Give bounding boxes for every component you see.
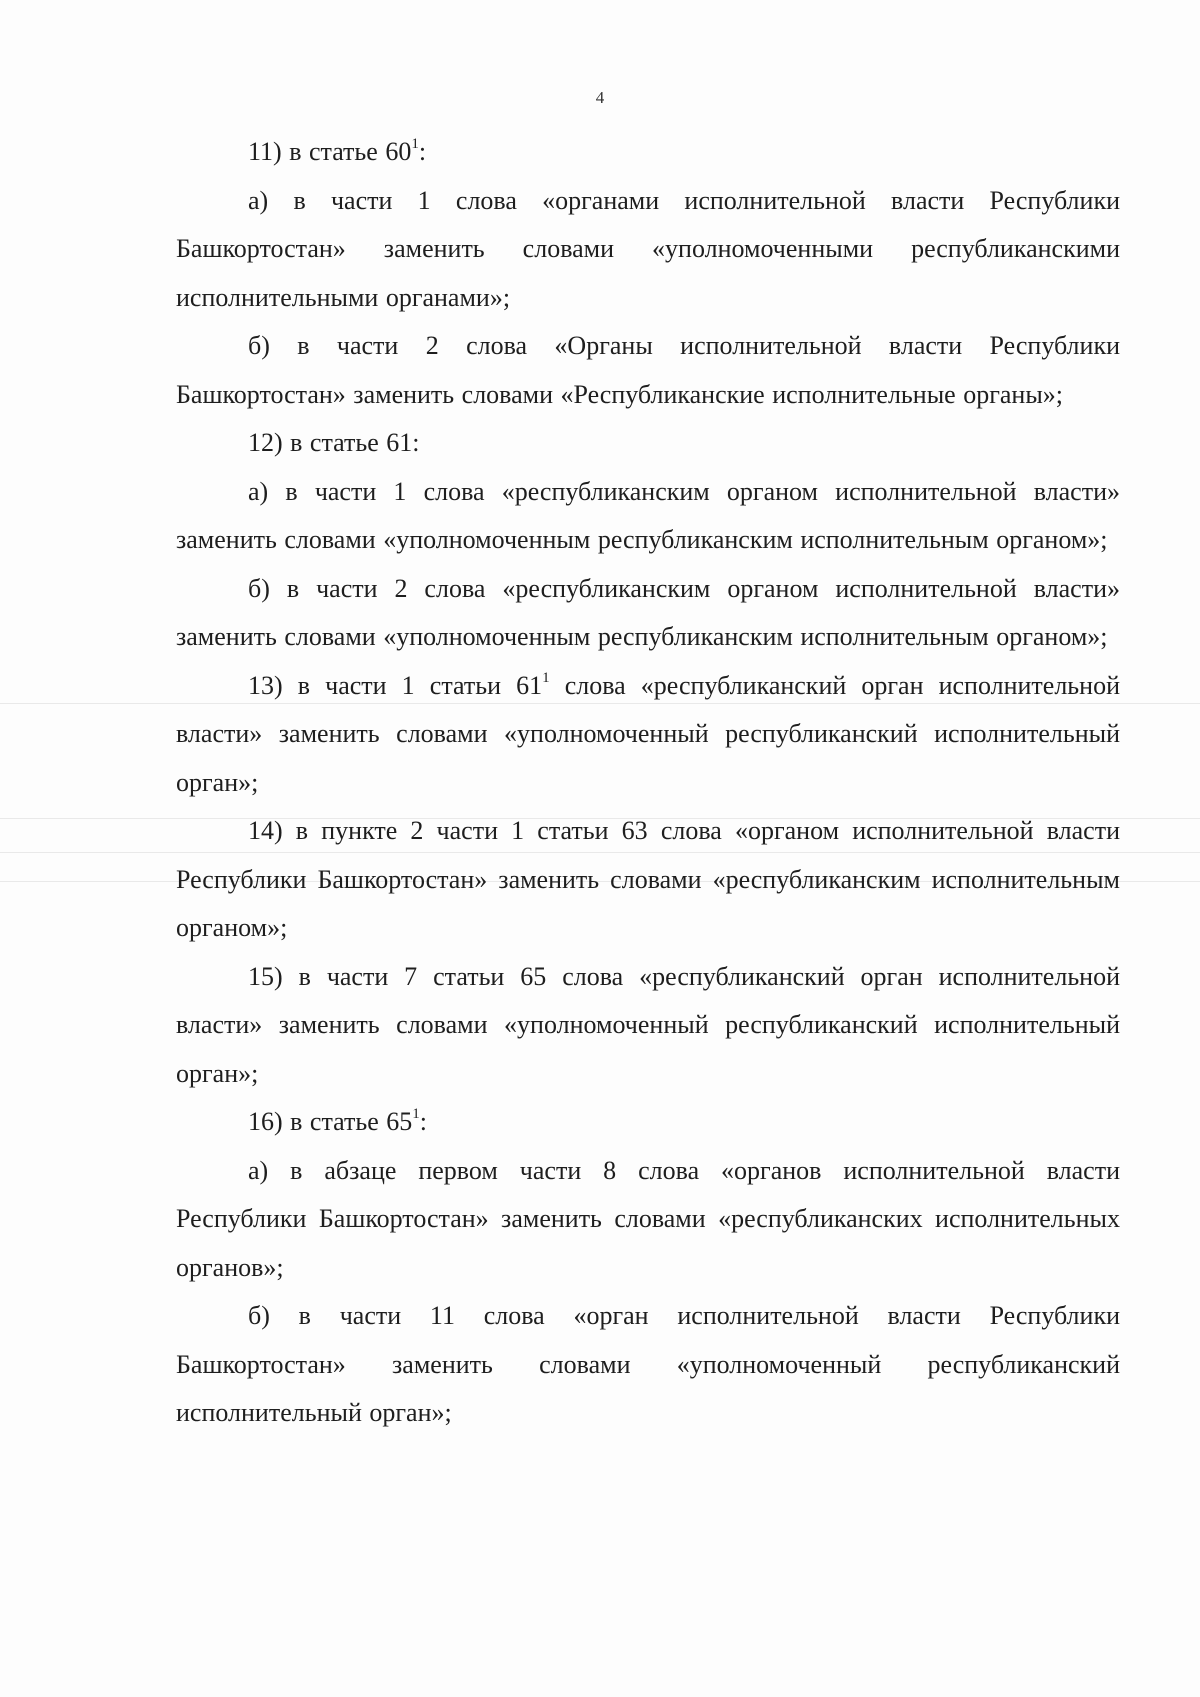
superscript: 1	[411, 136, 419, 153]
paragraph-16: 16) в статье $65^1$:	[248, 1106, 428, 1136]
page-number: 4	[595, 88, 605, 107]
paragraph-13: 13) в части 1 статьи $61^1$ слова «республиканский орган исполнительной власти» заменить словами «уполномоченный республиканский исполнительный орган»;	[176, 669, 1120, 797]
paragraph-15: 15) в части 7 статьи 65 слова «республиканский орган исполнительной власти» заменить словами «уполномоченный республиканский исполнительный орган»;	[176, 961, 1120, 1088]
superscript: 1	[412, 1106, 420, 1123]
paragraph-16-b: б) в части 11 слова «орган исполнительной власти Республики Башкортостан» заменить словами «уполномоченный республиканский исполнительный орган»;	[176, 1301, 1120, 1427]
paragraph-11: 11) в статье $60^1$:	[248, 136, 427, 166]
paragraph-11-a: а) в части 1 слова «органами исполнительной власти Республики Башкортостан» заменить словами «уполномоченными республиканскими исполнительными органами»;	[176, 185, 1120, 312]
paragraph-12-a: а) в части 1 слова «республиканским органом исполнительной власти» заменить словами «уполномоченным республиканским исполнительным органом»;	[176, 476, 1120, 554]
paragraph-16-a: а) в абзаце первом части 8 слова «органов исполнительной власти Республики Башкортостан» заменить словами «республиканских исполнительных органов»;	[176, 1155, 1120, 1282]
paragraph-14: 14) в пункте 2 части 1 статьи 63 слова «органом исполнительной власти Республики Башкортостан» заменить словами «республиканским исполнительным органом»;	[176, 816, 1120, 942]
document-body	[176, 128, 1120, 1438]
paragraph-12-b: б) в части 2 слова «республиканским органом исполнительной власти» заменить словами «уполномоченным республиканским исполнительным органом»;	[176, 573, 1120, 651]
paragraph-12: 12) в статье 61:	[248, 428, 420, 457]
paragraph-11-b: б) в части 2 слова «Органы исполнительной власти Республики Башкортостан» заменить словами «Республиканские исполнительные органы»;	[176, 331, 1120, 409]
superscript: 1	[542, 669, 550, 686]
